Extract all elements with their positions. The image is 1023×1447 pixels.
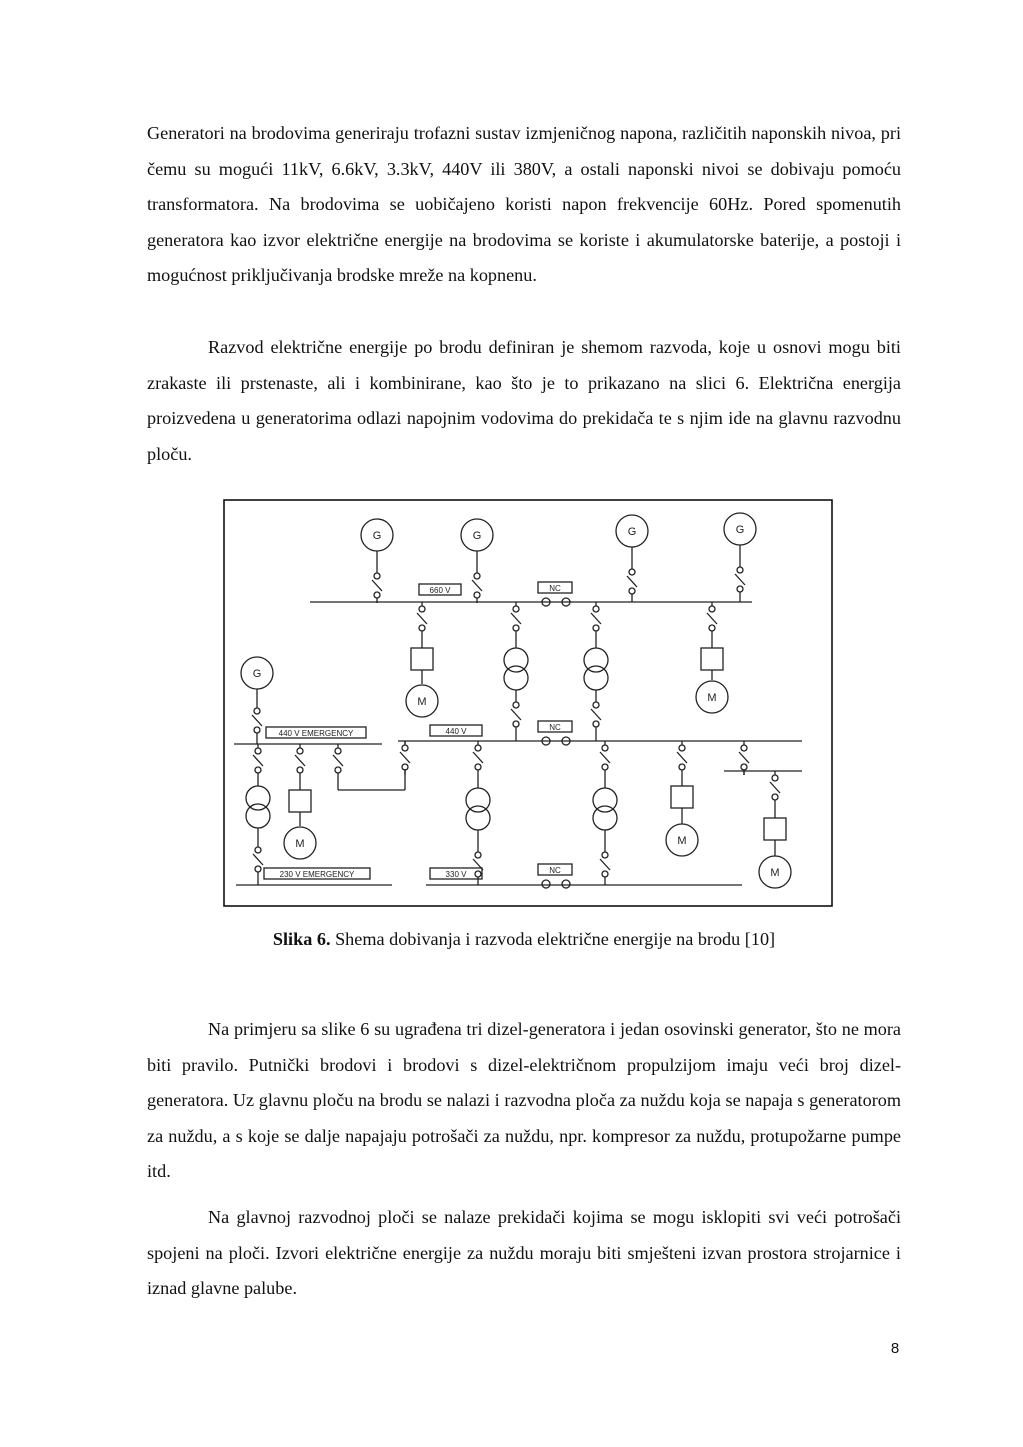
breaker-contact — [254, 727, 260, 733]
breaker-blade — [627, 576, 637, 587]
starter-box — [701, 648, 723, 670]
transformer-winding — [504, 648, 528, 672]
breaker-contact — [475, 764, 481, 770]
breaker-blade — [600, 752, 610, 763]
breaker-contact — [255, 866, 261, 872]
breaker-blade — [400, 752, 410, 763]
breaker-contact — [475, 871, 481, 877]
motor-label: M — [417, 696, 427, 708]
paragraph-distribution: Razvod električne energije po brodu definiran je shemom razvoda, koje u osnovi mogu biti zrakaste ili prstenaste, ali i kombinirane, kao što je to prikazano na slici 6. Električna energija proizvedena u generatorima odlazi napojnim vodovima do prekidača te s njim ide na glavnu razvodnu ploču. — [147, 337, 901, 464]
breaker-contact — [602, 764, 608, 770]
transformer-winding — [584, 666, 608, 690]
breaker-contact — [513, 721, 519, 727]
breaker-contact — [741, 764, 747, 770]
breaker-blade — [735, 574, 745, 585]
breaker-blade — [739, 752, 749, 763]
breaker-blade — [591, 709, 601, 720]
breaker-contact — [709, 625, 715, 631]
breaker-contact — [475, 745, 481, 751]
breaker-contact — [255, 847, 261, 853]
breaker-contact — [741, 745, 747, 751]
starter-box — [764, 818, 786, 840]
caption-text: Shema dobivanja i razvoda električne energije na brodu [10] — [330, 929, 776, 949]
breaker-contact — [772, 794, 778, 800]
transformer-winding — [593, 788, 617, 812]
breaker-blade — [707, 613, 717, 624]
transformer-winding — [466, 806, 490, 830]
breaker-contact — [513, 625, 519, 631]
bus-tie-contact — [542, 880, 550, 888]
breaker-contact — [602, 871, 608, 877]
breaker-blade — [252, 715, 262, 726]
breaker-blade — [295, 755, 305, 766]
bus-label-660v: 660 V — [429, 586, 451, 595]
generator-label: G — [252, 668, 262, 680]
breaker-blade — [511, 709, 521, 720]
breaker-contact — [297, 767, 303, 773]
bus-tie-label: NC — [549, 723, 561, 732]
breaker-contact — [602, 852, 608, 858]
breaker-contact — [593, 702, 599, 708]
breaker-contact — [255, 767, 261, 773]
starter-box — [411, 648, 433, 670]
breaker-contact — [402, 745, 408, 751]
breaker-contact — [374, 573, 380, 579]
bus-label-440v: 440 V — [445, 727, 467, 736]
breaker-contact — [593, 721, 599, 727]
breaker-blade — [600, 859, 610, 870]
breaker-contact — [475, 852, 481, 858]
breaker-contact — [593, 625, 599, 631]
breaker-contact — [679, 764, 685, 770]
breaker-blade — [472, 580, 482, 591]
caption-label: Slika 6. — [272, 929, 331, 949]
motor-label: M — [677, 835, 687, 847]
transformer-winding — [246, 804, 270, 828]
breaker-contact — [737, 567, 743, 573]
motor-label: M — [770, 867, 780, 879]
breaker-blade — [770, 782, 780, 793]
breaker-contact — [335, 767, 341, 773]
breaker-contact — [593, 606, 599, 612]
motor-label: M — [707, 692, 717, 704]
breaker-contact — [335, 748, 341, 754]
transformer-winding — [504, 666, 528, 690]
breaker-contact — [374, 592, 380, 598]
generator-label: G — [372, 530, 382, 542]
breaker-contact — [419, 625, 425, 631]
generator-label: G — [627, 526, 637, 538]
paragraph-intro: Generatori na brodovima generiraju trofazni sustav izmjeničnog napona, različitih naponskih nivoa, pri čemu su mogući 11kV, 6.6kV, 3.3kV, 440V ili 380V, a ostali naponski nivoi se dobivaju pomoću transformatora. Na brodovima se uobičajeno koristi napon frekvencije 60Hz. Pored spomenutih generatora kao izvor električne energije na brodovima se koriste i akumulatorske baterije, a postoji i mogućnost priključivanja brodske mreže na kopnenu. — [147, 123, 901, 286]
breaker-contact — [513, 606, 519, 612]
breaker-blade — [417, 613, 427, 624]
transformer-winding — [584, 648, 608, 672]
breaker-contact — [297, 748, 303, 754]
breaker-contact — [254, 708, 260, 714]
bus-label-440v-emergency: 440 V EMERGENCY — [278, 729, 354, 738]
transformer-winding — [246, 786, 270, 810]
breaker-blade — [372, 580, 382, 591]
bus-tie-label: NC — [549, 866, 561, 875]
paragraph-example: Na primjeru sa slike 6 su ugrađena tri dizel-generatora i jedan osovinski generator, što ne mora biti pravilo. Putnički brodovi i brodovi s dizel-električnom propulzijom imaju veći broj dizel-generatora. Uz glavnu ploču na brodu se nalazi i razvodna ploča za nuždu koja se napaja s generatorom za nuždu, a s koje se dalje napajaju potrošači za nuždu, npr. kompresor za nuždu, protupožarne pumpe itd. — [147, 1019, 901, 1182]
breaker-blade — [473, 752, 483, 763]
transformer-winding — [593, 806, 617, 830]
breaker-blade — [253, 854, 263, 865]
breaker-contact — [772, 775, 778, 781]
breaker-contact — [737, 586, 743, 592]
breaker-contact — [709, 606, 715, 612]
page-number: 8 — [890, 1340, 900, 1357]
starter-box — [289, 790, 311, 812]
breaker-blade — [333, 755, 343, 766]
transformer-winding — [466, 788, 490, 812]
breaker-blade — [511, 613, 521, 624]
bus-tie-contact — [562, 880, 570, 888]
motor-label: M — [295, 838, 305, 850]
breaker-contact — [474, 573, 480, 579]
starter-box — [671, 786, 693, 808]
breaker-contact — [629, 569, 635, 575]
breaker-contact — [602, 745, 608, 751]
bus-label-230v-emergency: 230 V EMERGENCY — [279, 870, 355, 879]
paragraph-switchboard: Na glavnoj razvodnoj ploči se nalaze prekidači kojima se mogu isklopiti svi veći potrošači spojeni na ploči. Izvori električne energije za nuždu moraju biti smješteni izvan prostora strojarnice i iznad glavne palube. — [147, 1207, 901, 1299]
breaker-contact — [255, 748, 261, 754]
figure-caption — [147, 924, 901, 954]
bus-tie-label: NC — [549, 584, 561, 593]
breaker-contact — [513, 702, 519, 708]
generator-label: G — [472, 530, 482, 542]
breaker-contact — [629, 588, 635, 594]
breaker-contact — [474, 592, 480, 598]
breaker-blade — [591, 613, 601, 624]
breaker-contact — [679, 745, 685, 751]
generator-label: G — [735, 524, 745, 536]
ship-power-distribution-diagram — [222, 498, 834, 908]
breaker-blade — [253, 755, 263, 766]
breaker-contact — [419, 606, 425, 612]
bus-label-330v: 330 V — [445, 870, 467, 879]
breaker-blade — [677, 752, 687, 763]
